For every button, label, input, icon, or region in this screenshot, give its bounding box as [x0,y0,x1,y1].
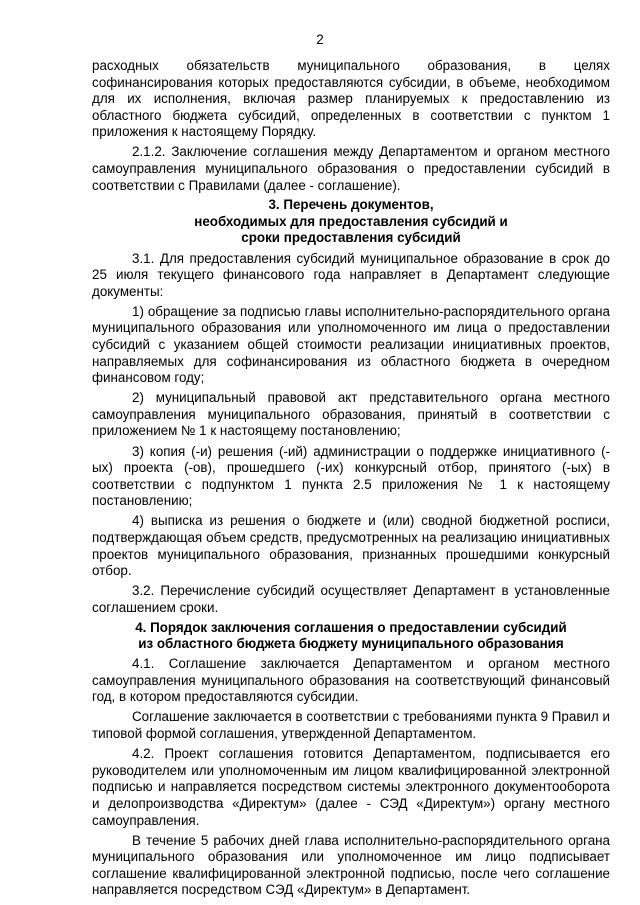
paragraph: 3.1. Для предоставления субсидий муниципальное образование в срок до 25 июля текущего финансового года направляет в Департамент следующие документы: [92,250,610,299]
paragraph: 3.2. Перечисление субсидий осуществляет Департамент в установленные соглашением сроки. [92,583,610,615]
list-item: 4) выписка из решения о бюджете и (или) сводной бюджетной росписи, подтверждающая объем средств, предусмотренных на реализацию инициативных проектов муниципального образования, признанных прошедшими конкурсный отбор. [92,513,610,579]
paragraph: Соглашение заключается в соответствии с требованиями пункта 9 Правил и типовой формой соглашения, утвержденной Департаментом. [92,709,610,742]
document-body [92,58,610,899]
list-item: 3) копия (-и) решения (-ий) администрации о поддержке инициативного (-ых) проекта (-ов), прошедшего (-их) конкурсный отбор, принятого (-ых) в соответствии с подпунктом 1 пункта 2.5 приложения № 1 к настоящему постановлению; [92,443,610,509]
list-item: 2) муниципальный правовой акт представительного органа местного самоуправления муниципального образования, принятый в соответствии с приложением № 1 к настоящему постановлению; [92,390,610,439]
heading-line: сроки предоставления субсидий [241,230,461,246]
heading-line: 4. Порядок заключения соглашения о предоставлении субсидий [135,619,567,635]
paragraph: В течение 5 рабочих дней глава исполнительно-распорядительного органа муниципального образования или уполномоченное им лицо подписывает соглашение квалифицированной электронной подписью, после чего соглашение направляется посредством СЭД «Директум» в Департамент. [92,832,610,898]
paragraph: 2.1.2. Заключение соглашения между Департаментом и органом местного самоуправления муниципального образования о предоставлении субсидий в соответствии с Правилами (далее - соглашение). [92,144,610,193]
paragraph: расходных обязательств муниципального образования, в целях софинансирования которых предоставляются субсидии, в объеме, необходимом для их исполнения, включая размер планируемых к предоставлению из областного бюджета субсидий, определенных в соответствии с пунктом 1 приложения к настоящему Порядку. [92,58,610,140]
paragraph: 4.1. Соглашение заключается Департаментом и органом местного самоуправления муниципального образования на соответствующий финансовый год, в котором предоставляются субсидии. [92,656,610,705]
page-number: 2 [316,32,324,47]
heading-line: 3. Перечень документов, [268,197,434,213]
heading-line: необходимых для предоставления субсидий и [194,213,508,229]
section-4-heading [92,620,610,653]
section-3-heading [92,197,610,247]
list-item: 1) обращение за подписью главы исполнительно-распорядительного органа муниципального образования или уполномоченного им лица о предоставлении субсидий с указанием общей стоимости реализации инициативных проектов, направляемых для софинансирования из областного бюджета в очередном финансовом году; [92,303,610,386]
heading-line: из областного бюджета бюджету муниципального образования [138,636,564,652]
paragraph: 4.2. Проект соглашения готовится Департаментом, подписывается его руководителем или уполномоченным им лицом квалифицированной электронной подписью и направляется посредством системы электронного документооборота и делопроизводства «Директум» (далее - СЭД «Директум») органу местного самоуправления. [92,746,610,828]
